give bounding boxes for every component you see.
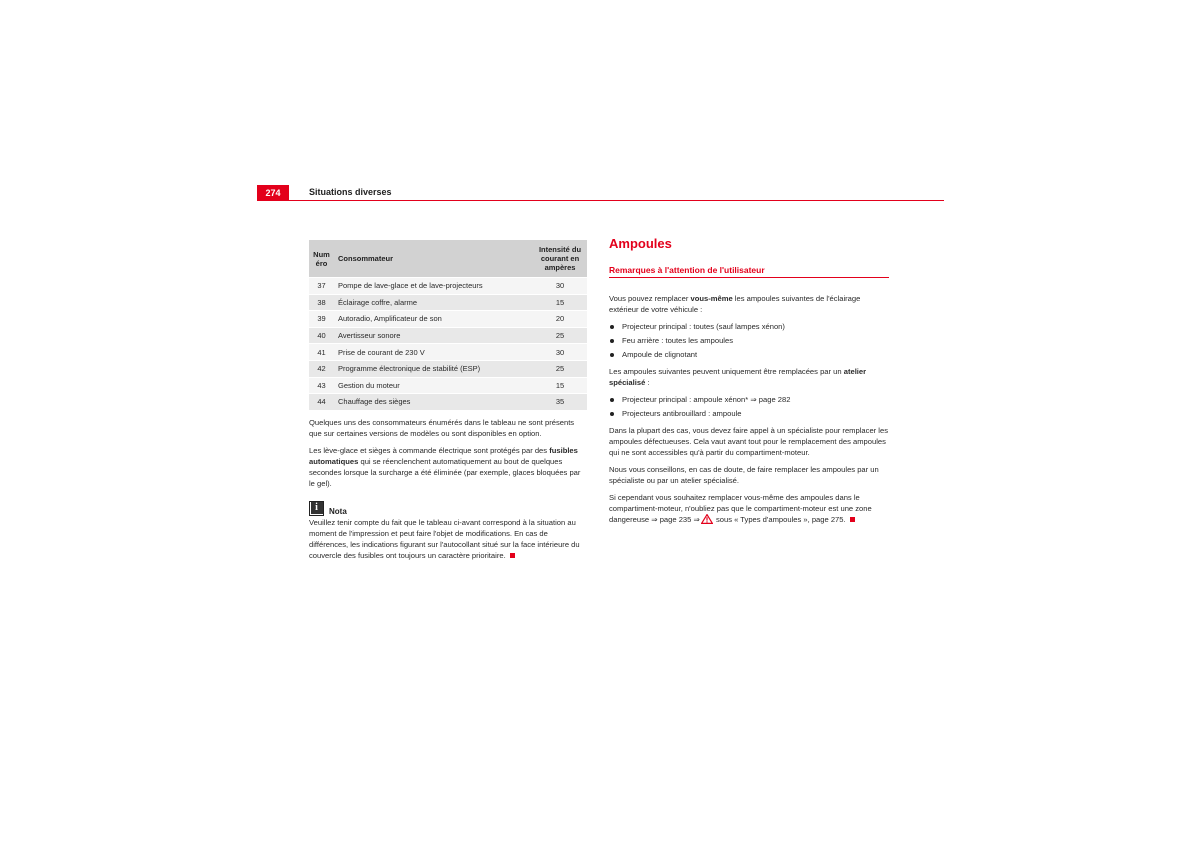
cell-num: 42: [309, 360, 334, 377]
text-run: Vous pouvez remplacer: [609, 294, 691, 303]
info-icon: [309, 501, 324, 516]
list-item-text: Projecteur principal : ampoule xénon* ⇒ page 282: [622, 395, 791, 404]
table-row: [309, 344, 587, 361]
cell-consumer: Pompe de lave-glace et de lave-projecteurs: [334, 278, 533, 295]
cell-amps: 20: [533, 311, 587, 328]
table-row: [309, 394, 587, 410]
list-item: [609, 394, 889, 405]
cell-consumer: Éclairage coffre, alarme: [334, 294, 533, 311]
cell-consumer: Programme électronique de stabilité (ESP): [334, 360, 533, 377]
bullet-icon: [610, 398, 614, 402]
cell-amps: 25: [533, 360, 587, 377]
cell-amps: 15: [533, 377, 587, 394]
left-column: [309, 240, 587, 567]
specialist-paragraph: Dans la plupart des cas, vous devez faire appel à un spécialiste pour remplacer les ampoules défectueuses. Cela vaut avant tout pour le remplacement des ampoules qui ne sont accessibles qu'à partir du compartiment-moteur.: [609, 426, 889, 457]
cell-amps: 25: [533, 327, 587, 344]
table-row: [309, 360, 587, 377]
cell-consumer: Prise de courant de 230 V: [334, 344, 533, 361]
warning-triangle-icon: [701, 514, 713, 524]
cell-num: 38: [309, 294, 334, 311]
bold-term: vous-même: [690, 294, 733, 303]
text-run: Les ampoules suivantes peuvent uniquement être remplacées par un: [609, 367, 844, 376]
cell-consumer: Gestion du moteur: [334, 377, 533, 394]
bullet-icon: [610, 353, 614, 357]
end-of-section-marker: [850, 517, 855, 522]
workshop-paragraph: [609, 366, 889, 388]
list-item-text: Projecteur principal : toutes (sauf lampes xénon): [622, 322, 785, 331]
nota-title: Nota: [329, 506, 347, 516]
cell-consumer: Avertisseur sonore: [334, 327, 533, 344]
page-number: 274: [257, 185, 289, 201]
end-of-section-marker: [510, 553, 515, 558]
bold-term: atelier spécialisé: [609, 367, 867, 387]
list-item: [609, 321, 889, 332]
header-rule: [289, 200, 944, 201]
col-header-intensity: Intensité du courant en ampères: [533, 240, 587, 278]
table-row: [309, 294, 587, 311]
cell-amps: 35: [533, 394, 587, 410]
bullet-icon: [610, 339, 614, 343]
list-item: [609, 408, 889, 419]
cell-num: 39: [309, 311, 334, 328]
info-icon-glyph: i: [311, 502, 323, 514]
cell-consumer: Autoradio, Amplificateur de son: [334, 311, 533, 328]
cell-num: 40: [309, 327, 334, 344]
list-item-text: Ampoule de clignotant: [622, 350, 698, 359]
chapter-title: Situations diverses: [309, 187, 392, 197]
list-item-text: Feu arrière : toutes les ampoules: [622, 336, 734, 345]
list-item-text: Projecteurs antibrouillard : ampoule: [622, 409, 742, 418]
right-column: [609, 236, 889, 531]
bold-term: fusibles automatiques: [309, 445, 578, 466]
table-row: [309, 278, 587, 295]
subsection-title: Remarques à l'attention de l'utilisateur: [609, 265, 889, 278]
table-row: [309, 327, 587, 344]
user-replaceable-list: [609, 321, 889, 360]
cell-num: 44: [309, 394, 334, 410]
text-run: Veuillez tenir compte du fait que le tableau ci-avant correspond à la situation au moment de l'impression et peut faire l'objet de modifications. En cas de différences, les indications figurant sur l'autocollant situé sur la face intérieure du couvercle des fusibles ont toujours un caractère prioritaire.: [309, 517, 580, 560]
cell-consumer: Chauffage des sièges: [334, 394, 533, 410]
bullet-icon: [610, 325, 614, 329]
intro-paragraph: [609, 293, 889, 315]
nota-heading: [309, 501, 587, 516]
workshop-only-list: [609, 394, 889, 419]
nota-text: [309, 517, 587, 561]
list-item: [609, 335, 889, 346]
text-run: Les lève-glace et sièges à commande électrique sont protégés par des: [309, 445, 550, 455]
cell-num: 43: [309, 377, 334, 394]
optional-consumers-note: Quelques uns des consommateurs énumérés dans le tableau ne sont présents que sur certaines versions de modèles ou sont disponibles en option.: [309, 417, 575, 438]
text-run: sous « Types d'ampoules », page 275.: [713, 515, 846, 524]
cell-num: 41: [309, 344, 334, 361]
text-run: les ampoules suivantes de l'éclairage extérieur de votre véhicule :: [609, 294, 861, 314]
text-run: Si cependant vous souhaitez remplacer vous-même des ampoules dans le compartiment-moteur, n'oubliez pas que le compartiment-moteur est une zone dangereuse ⇒ page 235 ⇒: [609, 493, 872, 524]
text-run: qui se réenclenchent automatiquement au bout de quelques secondes lorsque la surcharge a été éliminée (par exemple, glaces bloquées par le gel).: [309, 456, 581, 488]
cell-amps: 30: [533, 278, 587, 295]
list-item: [609, 349, 889, 360]
text-run: :: [645, 378, 650, 387]
page-header: [257, 185, 944, 201]
table-header-row: [309, 240, 587, 278]
engine-bay-warning-paragraph: [609, 492, 889, 525]
col-header-num: Num éro: [309, 240, 334, 278]
cell-amps: 15: [533, 294, 587, 311]
cell-num: 37: [309, 278, 334, 295]
table-row: [309, 311, 587, 328]
fuse-table: [309, 240, 587, 410]
table-row: [309, 377, 587, 394]
auto-fuses-paragraph: [309, 445, 587, 489]
advice-paragraph: Nous vous conseillons, en cas de doute, de faire remplacer les ampoules par un spécialiste ou par un atelier spécialisé.: [609, 465, 879, 485]
col-header-consumer: Consommateur: [334, 240, 533, 278]
section-title: Ampoules: [609, 236, 672, 251]
bullet-icon: [610, 412, 614, 416]
cell-amps: 30: [533, 344, 587, 361]
